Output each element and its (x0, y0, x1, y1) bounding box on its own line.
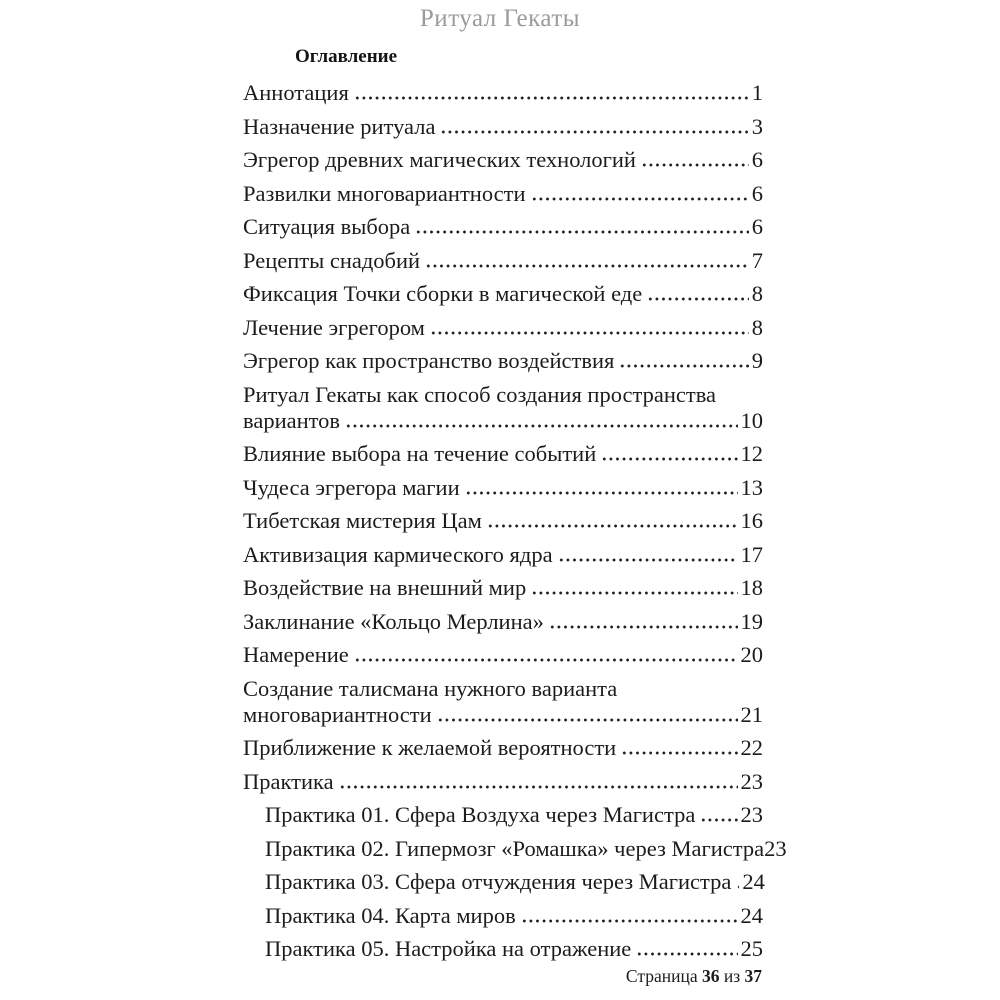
toc-entry-row (243, 642, 763, 668)
toc-entry[interactable] (265, 802, 763, 828)
toc-entry-title: Рецепты снадобий (243, 247, 421, 273)
toc-entry[interactable] (243, 114, 763, 140)
toc-entry-page-number: 17 (740, 541, 763, 567)
toc-entry-title: Заклинание «Кольцо Мерлина» (243, 608, 544, 634)
toc-entry[interactable] (265, 835, 787, 862)
toc-section (243, 46, 787, 970)
toc-entry-page-number: 6 (751, 180, 763, 206)
toc-entry[interactable] (243, 735, 763, 761)
toc-entry-title: Влияние выбора на течение событий (243, 441, 597, 466)
toc-entry-page-number: 6 (751, 214, 763, 239)
toc-entry-title: Практика 05. Настройка на отражение (265, 936, 632, 961)
toc-entry-page-number: 8 (751, 281, 763, 306)
toc-entry-page-number: 18 (740, 575, 763, 600)
dotted-leader (557, 542, 738, 568)
toc-entry[interactable] (243, 609, 763, 635)
toc-entry-row (265, 802, 763, 828)
toc-entry-page-number: 6 (751, 147, 763, 172)
dotted-leader (520, 903, 738, 929)
toc-entry[interactable] (243, 508, 763, 534)
toc-entry-title: Лечение эгрегором (243, 314, 425, 340)
toc-entry-title: Активизация кармического ядра (243, 541, 553, 567)
toc-entry[interactable] (243, 382, 763, 434)
toc-entry[interactable] (243, 181, 763, 207)
toc-entry-title: Фиксация Точки сборки в магической еде (243, 281, 643, 306)
toc-entry-page-number: 3 (751, 113, 763, 139)
dotted-leader (699, 802, 737, 828)
toc-entry-page-number: 24 (742, 869, 765, 894)
toc-entry-title: Практика 04. Карта миров (265, 902, 516, 928)
toc-entry[interactable] (265, 903, 763, 929)
toc-entry-title: вариантов (243, 407, 341, 433)
dotted-leader (353, 642, 738, 668)
toc-entry-row (243, 735, 763, 761)
toc-entry[interactable] (243, 769, 763, 795)
dotted-leader (424, 248, 749, 274)
toc-entry-title: Практика (243, 768, 334, 794)
dotted-leader (429, 315, 749, 341)
toc-entry-page-number: 24 (740, 902, 763, 928)
toc-entry[interactable] (243, 80, 763, 106)
toc-entry-page-number: 12 (740, 441, 763, 466)
toc-entry[interactable] (243, 348, 763, 374)
toc-entry-row (243, 214, 763, 240)
toc-entry-page-number: 7 (751, 247, 763, 273)
toc-entry-title: Практика 01. Сфера Воздуха через Магистра (265, 802, 696, 827)
toc-entry-page-number: 21 (740, 701, 763, 727)
toc-entry-title: Воздействие на внешний мир (243, 575, 527, 600)
toc-entry[interactable] (243, 441, 763, 467)
toc-entry-row (243, 114, 763, 140)
toc-entry[interactable] (243, 214, 763, 240)
toc-entry-row (265, 936, 763, 962)
dotted-leader (464, 475, 738, 501)
footer-current-page: 36 (701, 966, 720, 986)
toc-entry-row (243, 147, 763, 173)
footer-separator: из (723, 966, 741, 986)
toc-entry-page-number: 9 (751, 348, 763, 373)
dotted-leader (530, 575, 737, 601)
toc-entry[interactable] (243, 575, 763, 601)
toc-entry-page-number: 19 (740, 608, 763, 634)
dotted-leader (640, 147, 749, 173)
toc-entry-row (243, 542, 763, 568)
running-header-title: Ритуал Гекаты (419, 5, 581, 32)
toc-entry-row (265, 903, 763, 929)
toc-entry-row (265, 835, 787, 862)
toc-entry-title-line: Ритуал Гекаты как способ создания пространства (243, 381, 717, 407)
toc-entry-page-number: 1 (751, 80, 763, 105)
toc-entry-title: Назначение ритуала (243, 113, 436, 139)
toc-entry-title: Практика 03. Сфера отчуждения через Магистра (265, 869, 732, 894)
toc-entry-row (243, 441, 763, 467)
toc-entry[interactable] (243, 475, 763, 501)
toc-entry[interactable] (243, 248, 763, 274)
toc-entry-row (243, 609, 763, 635)
toc-entry-row (265, 869, 763, 895)
toc-entry-row (243, 248, 763, 274)
toc-entry-page-number: 16 (740, 508, 763, 533)
toc-entry-title: Развилки многовариантности (243, 180, 526, 206)
toc-entry-page-number: 20 (740, 642, 763, 667)
toc-entry-row (243, 315, 763, 341)
toc-entry-row (243, 281, 763, 307)
toc-entry-page-number: 13 (740, 474, 763, 500)
toc-entry-page-number: 23 (740, 802, 763, 827)
dotted-leader (486, 508, 738, 534)
toc-entry-row (243, 508, 763, 534)
dotted-leader (600, 441, 737, 467)
footer-total-pages: 37 (744, 966, 762, 986)
dotted-leader (548, 609, 738, 635)
toc-entry-row (243, 181, 763, 207)
toc-entry-title: Эгрегор как пространство воздействия (243, 348, 615, 373)
toc-entry[interactable] (265, 936, 763, 962)
dotted-leader (530, 181, 749, 207)
toc-entry[interactable] (243, 147, 763, 173)
toc-entry-row (243, 348, 763, 374)
toc-entry-title: Приближение к желаемой вероятности (243, 735, 617, 760)
toc-entry-title: Тибетская мистерия Цам (243, 508, 482, 533)
toc-entry-title: Аннотация (243, 80, 349, 105)
dotted-leader (414, 214, 748, 240)
dotted-leader (635, 936, 737, 962)
dotted-leader (344, 408, 737, 434)
toc-entry[interactable] (265, 869, 763, 895)
toc-entry-page-number: 8 (751, 314, 763, 340)
toc-heading: Оглавление (295, 46, 398, 67)
toc-entry[interactable] (243, 315, 763, 341)
toc-entry-page-number: 25 (740, 936, 763, 961)
footer-label: Страница (625, 966, 698, 986)
toc-entry[interactable] (243, 542, 763, 568)
toc-entry-row (243, 408, 763, 434)
dotted-leader (620, 735, 737, 761)
toc-entry-row (243, 575, 763, 601)
toc-entry-title-line: Создание талисмана нужного варианта (243, 675, 618, 701)
toc-entry-title: Эгрегор древних магических технологий (243, 147, 636, 172)
dotted-leader (439, 114, 748, 140)
toc-entry-row (243, 80, 763, 106)
toc-entry[interactable] (243, 642, 763, 668)
toc-list (243, 80, 787, 962)
dotted-leader (646, 281, 749, 307)
page-footer (626, 966, 762, 986)
toc-entry-page-number: 23 (740, 768, 763, 794)
toc-entry-title: Чудеса эгрегора магии (243, 474, 460, 500)
toc-entry[interactable] (243, 676, 763, 728)
toc-entry-title: Ситуация выбора (243, 214, 411, 239)
toc-entry-row (243, 702, 763, 728)
dotted-leader (735, 869, 739, 895)
toc-entry-page-number: 22 (740, 735, 763, 760)
toc-entry-title: многовариантности (243, 701, 432, 727)
dotted-leader (436, 702, 738, 728)
toc-entry-page-number: 10 (740, 407, 763, 433)
toc-entry-title: Практика 02. Гипермозг «Ромашка» через Магистра (265, 835, 765, 861)
dotted-leader (618, 348, 748, 374)
dotted-leader (338, 769, 738, 795)
toc-entry[interactable] (243, 281, 763, 307)
toc-entry-row (243, 769, 763, 795)
toc-entry-title: Намерение (243, 642, 349, 667)
toc-entry-page-number: 23 (764, 835, 787, 861)
toc-entry-row (243, 475, 763, 501)
dotted-leader (353, 80, 749, 106)
